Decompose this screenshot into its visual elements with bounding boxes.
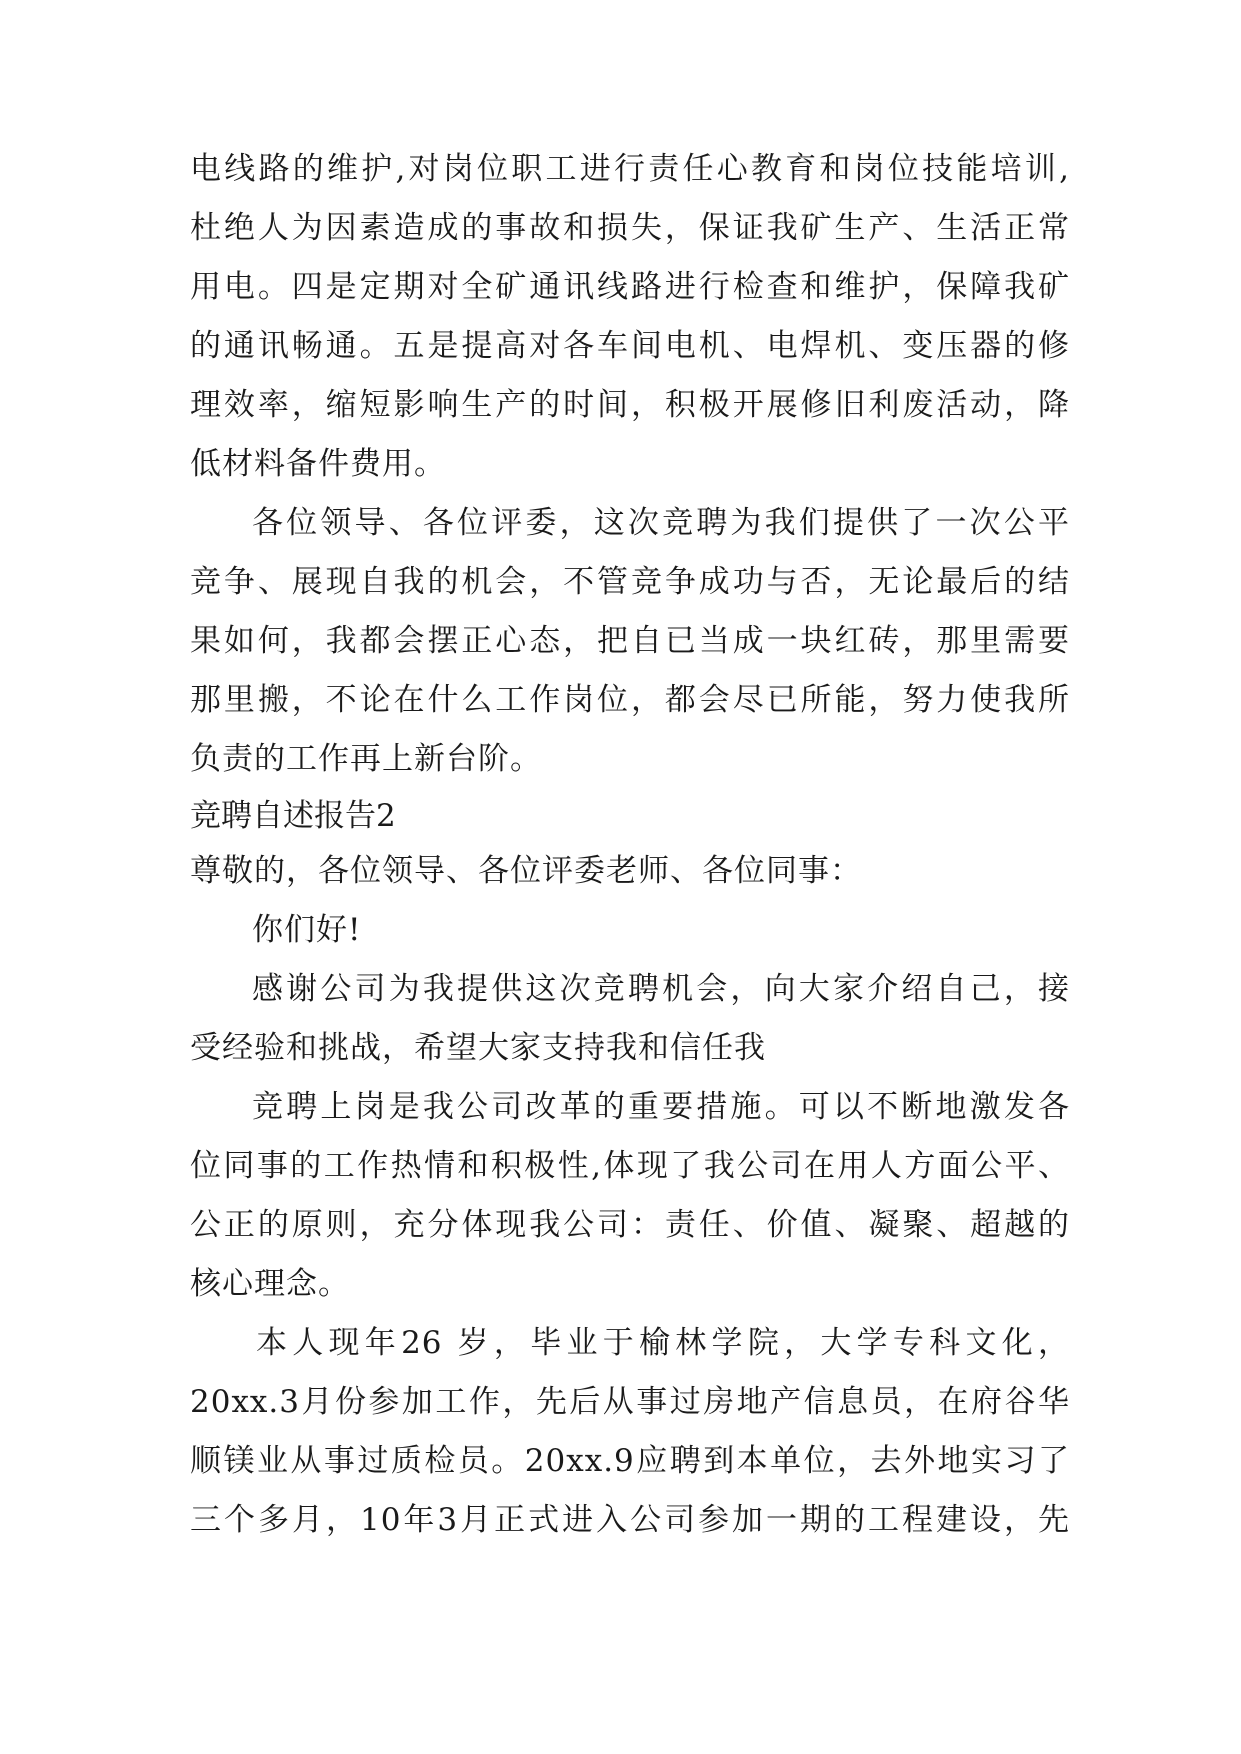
paragraph-line: 果如何，我都会摆正心态，把自已当成一块红砖，那里需要 xyxy=(190,623,1070,659)
paragraph-line: 用电。四是定期对全矿通讯线路进行检查和维护，保障我矿 xyxy=(190,269,1070,305)
paragraph-line: 感谢公司为我提供这次竞聘机会，向大家介绍自己，接 xyxy=(252,971,1070,1007)
paragraph-line: 本人现年26 岁，毕业于榆林学院，大学专科文化， xyxy=(256,1325,1070,1361)
paragraph-line: 的通讯畅通。五是提高对各车间电机、电焊机、变压器的修 xyxy=(190,328,1070,364)
paragraph-line: 核心理念。 xyxy=(190,1266,350,1302)
paragraph-line: 位同事的工作热情和积极性,体现了我公司在用人方面公平、 xyxy=(190,1148,1070,1184)
paragraph-line: 那里搬，不论在什么工作岗位，都会尽已所能，努力使我所 xyxy=(190,682,1070,718)
paragraph-line: 顺镁业从事过质检员。20xx.9应聘到本单位，去外地实习了 xyxy=(190,1443,1070,1479)
salutation-line: 尊敬的，各位领导、各位评委老师、各位同事： xyxy=(190,853,862,889)
paragraph-line: 理效率，缩短影响生产的时间，积极开展修旧利废活动，降 xyxy=(190,387,1070,423)
paragraph-line: 电线路的维护,对岗位职工进行责任心教育和岗位技能培训, xyxy=(190,151,1070,187)
paragraph-line: 公正的原则，充分体现我公司：责任、价值、凝聚、超越的 xyxy=(190,1207,1070,1243)
paragraph-line: 竞争、展现自我的机会，不管竞争成功与否，无论最后的结 xyxy=(190,564,1070,600)
paragraph-line: 20xx.3月份参加工作，先后从事过房地产信息员，在府谷华 xyxy=(190,1384,1070,1420)
paragraph-line: 各位领导、各位评委，这次竞聘为我们提供了一次公平 xyxy=(252,505,1070,541)
section-heading: 竞聘自述报告2 xyxy=(190,798,396,834)
paragraph-line: 竞聘上岗是我公司改革的重要措施。可以不断地激发各 xyxy=(252,1089,1070,1125)
paragraph-line: 杜绝人为因素造成的事故和损失，保证我矿生产、生活正常 xyxy=(190,210,1070,246)
greeting-line: 你们好! xyxy=(252,912,362,948)
paragraph-line: 低材料备件费用。 xyxy=(190,446,446,482)
paragraph-line: 受经验和挑战，希望大家支持我和信任我 xyxy=(190,1030,766,1066)
paragraph-line: 三个多月，10年3月正式进入公司参加一期的工程建设，先 xyxy=(190,1502,1070,1538)
paragraph-line: 负责的工作再上新台阶。 xyxy=(190,741,542,777)
